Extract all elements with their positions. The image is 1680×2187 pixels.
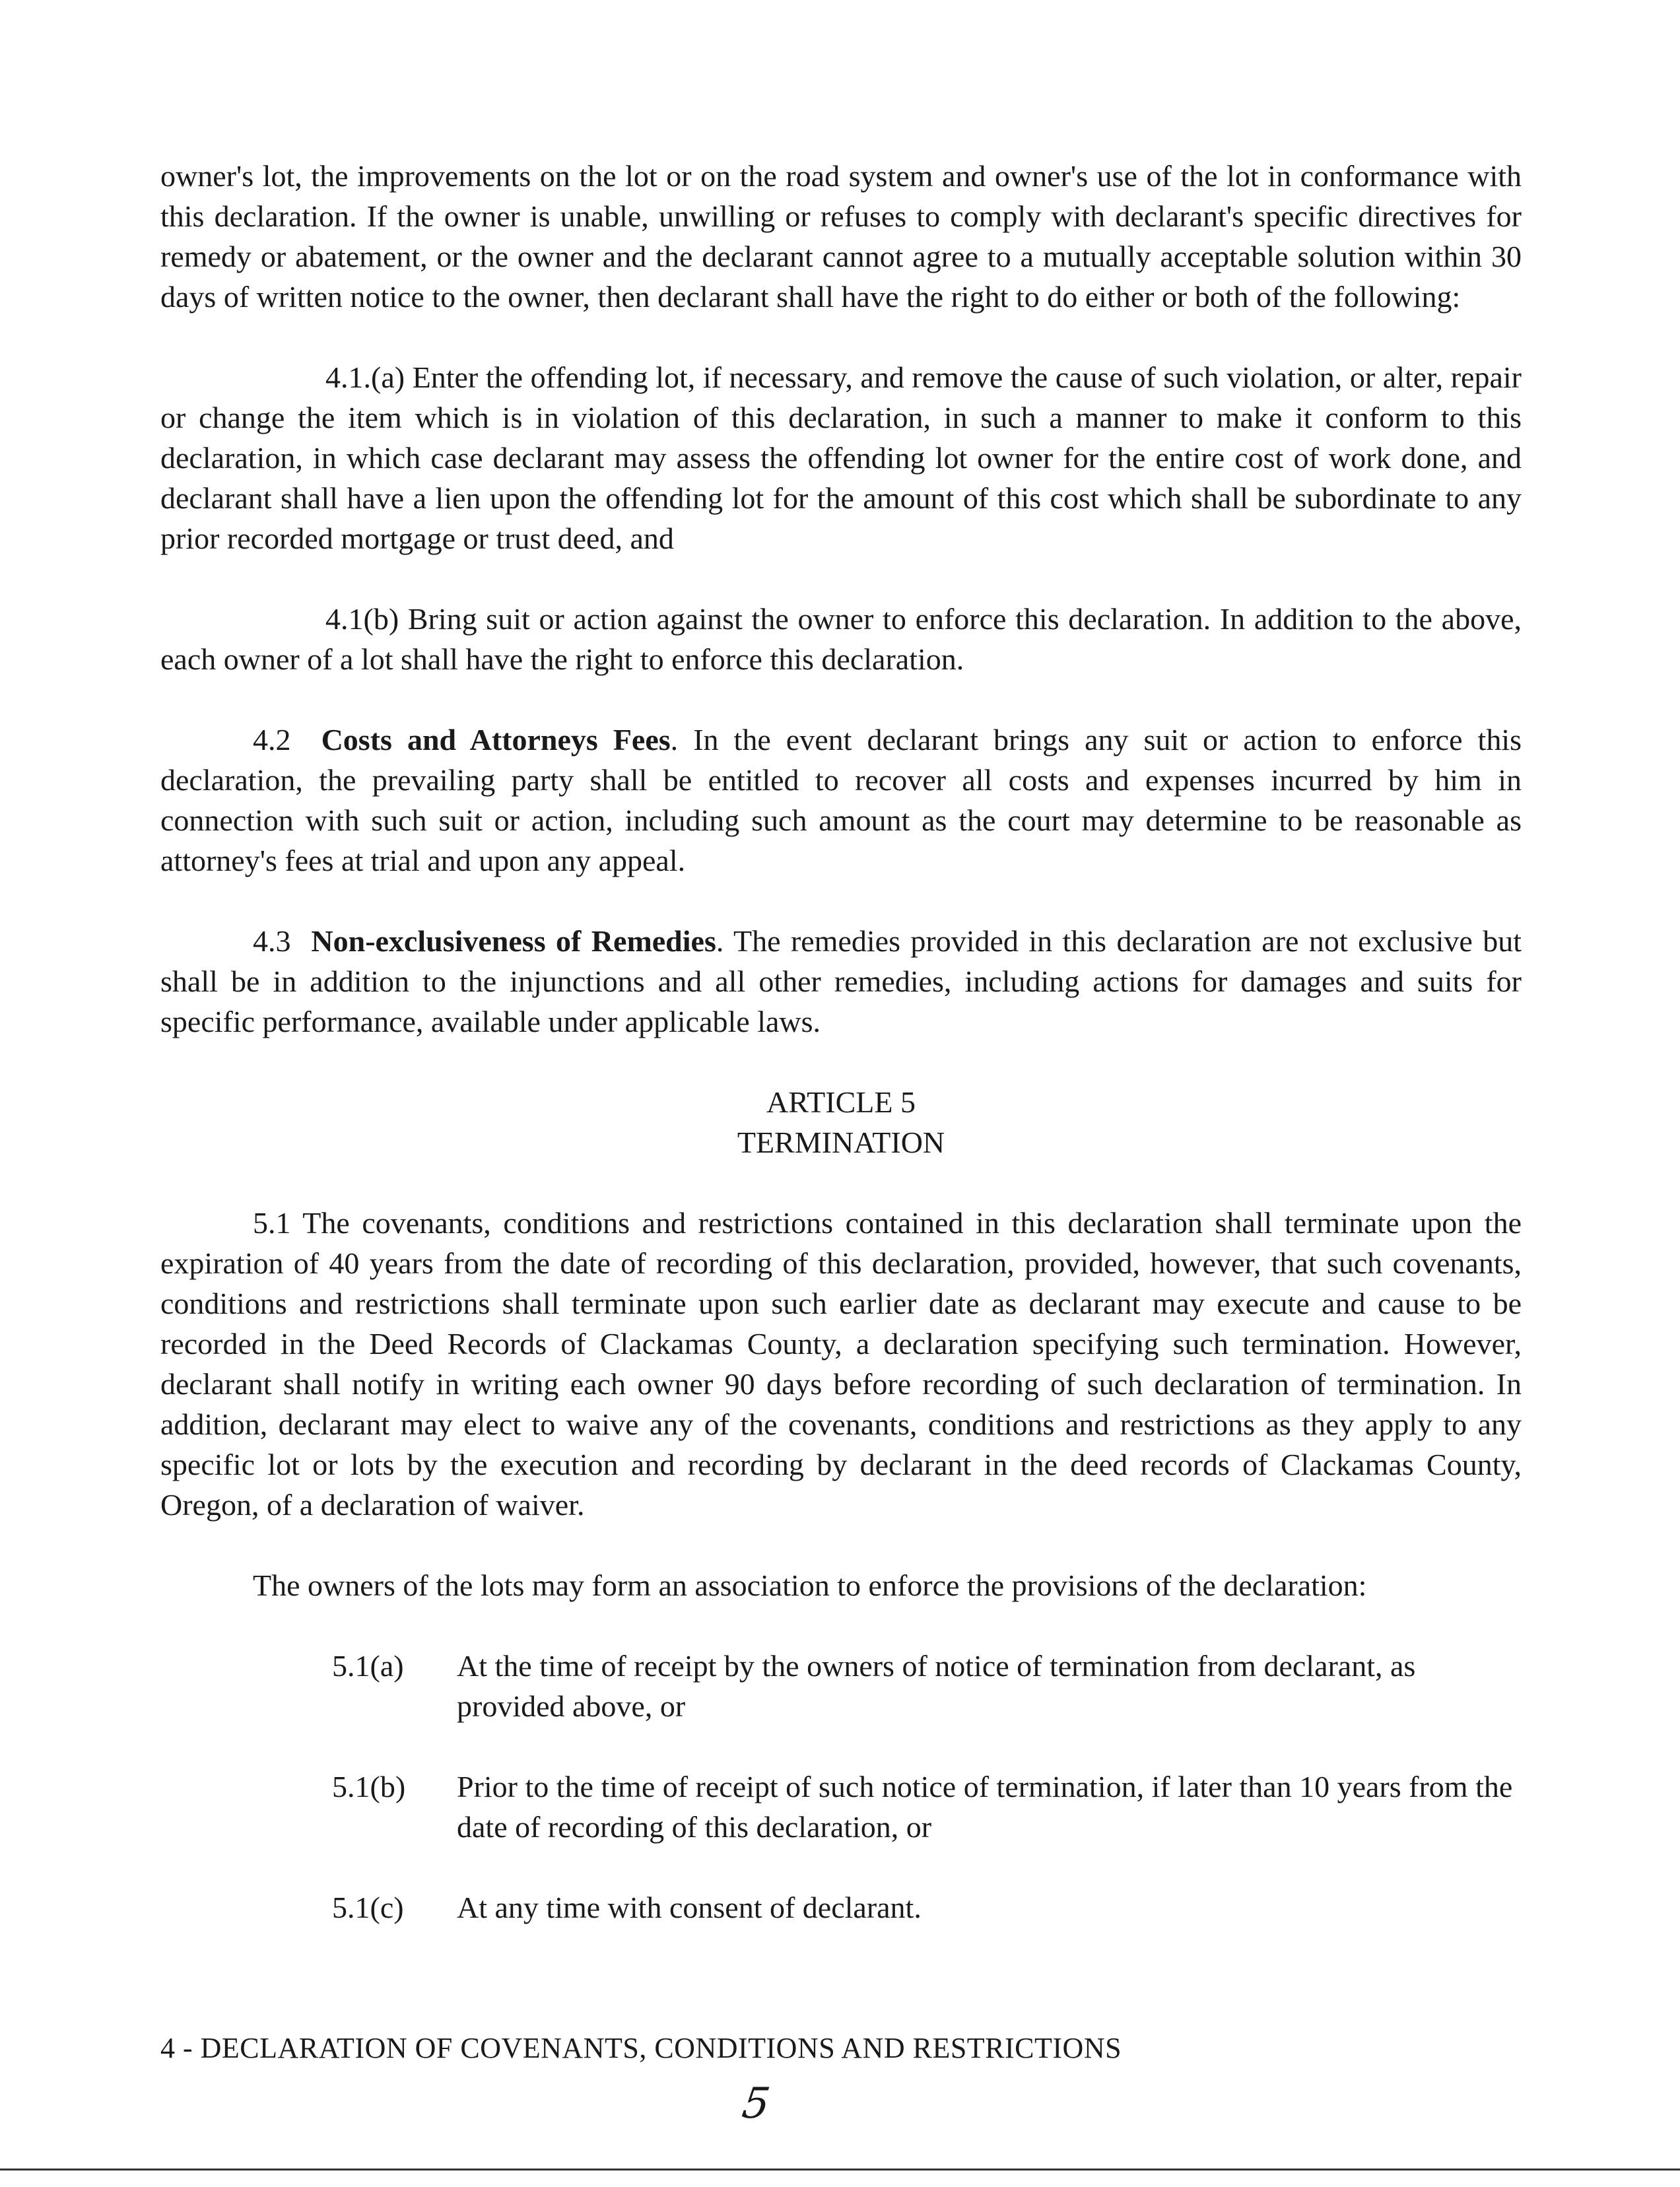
article-number: ARTICLE 5 [766, 1085, 916, 1119]
page-bottom-rule [0, 2169, 1680, 2170]
paragraph-4-3 [160, 921, 1522, 1042]
subitem-number: 5.1(c) [332, 1891, 404, 1924]
paragraph-4-1-a: 4.1.(a) Enter the offending lot, if necessary, and remove the cause of such violation, or alter, repair or change the item which is in violation of this declaration, in such a manner to make it conform to this declaration, in which case declarant may assess the offending lot owner for the entire cost of work done, and declarant shall have a lien upon the offending lot for the amount of this cost which shall be subordinate to any prior recorded mortgage or trust deed, and [160, 360, 1522, 555]
document-body [160, 156, 1522, 1968]
section-text: . In the event declarant brings any suit or action to enforce this declaration, the prevailing party shall be entitled to recover all costs and expenses incurred by him in connection with such suit or action, including such amount as the court may determine to be reasonable as attorney's fees at trial and upon any appeal. [160, 723, 1522, 877]
section-title: Non-exclusiveness of Remedies [311, 924, 716, 958]
subitem-5-1-c [332, 1887, 1522, 1928]
paragraph-4-1-b: 4.1(b) Bring suit or action against the owner to enforce this declaration. In addition to the above, each owner of a lot shall have the right to enforce this declaration. [160, 602, 1522, 676]
subitem-text: At the time of receipt by the owners of notice of termination from declarant, as provided above, or [457, 1649, 1416, 1723]
paragraph-5-1: 5.1 The covenants, conditions and restrictions contained in this declaration shall terminate upon the expiration of 40 years from the date of recording of this declaration, provided, however, that such covenants, conditions and restrictions shall terminate upon such earlier date as declarant may execute and cause to be recorded in the Deed Records of Clackamas County, a declaration specifying such termination. However, declarant shall notify in writing each owner 90 days before recording of such declaration of termination. In addition, declarant may elect to waive any of the covenants, conditions and restrictions as they apply to any specific lot or lots by the execution and recording by declarant in the deed records of Clackamas County, Oregon, of a declaration of waiver. [160, 1206, 1522, 1522]
paragraph-4-2 [160, 720, 1522, 881]
subitem-5-1-b [332, 1766, 1522, 1847]
section-title: Costs and Attorneys Fees [321, 723, 671, 757]
subitem-number: 5.1(b) [332, 1770, 406, 1803]
article-heading [160, 1082, 1522, 1162]
section-number: 4.3 [253, 924, 291, 958]
page-footer: 4 - DECLARATION OF COVENANTS, CONDITIONS AND RESTRICTIONS [160, 2032, 1122, 2064]
subitem-text: Prior to the time of receipt of such notice of termination, if later than 10 years from the date of recording of this declaration, or [457, 1770, 1513, 1844]
article-title: TERMINATION [737, 1126, 945, 1159]
section-number: 4.2 [253, 723, 291, 757]
subitem-number: 5.1(a) [332, 1649, 404, 1683]
subitem-text: At any time with consent of declarant. [457, 1891, 922, 1924]
section-text: . The remedies provided in this declaration are not exclusive but shall be in addition to the injunctions and all other remedies, including actions for damages and suits for specific performance, available under applicable laws. [160, 924, 1522, 1038]
subitem-5-1-a [332, 1646, 1522, 1726]
paragraph-association: The owners of the lots may form an association to enforce the provisions of the declaration: [253, 1568, 1367, 1602]
handwritten-page-number: 5 [739, 2079, 773, 2128]
paragraph-continuation: owner's lot, the improvements on the lot or on the road system and owner's use of the lot in conformance with this declaration. If the owner is unable, unwilling or refuses to comply with declarant's specific directives for remedy or abatement, or the owner and the declarant cannot agree to a mutually acceptable solution within 30 days of written notice to the owner, then declarant shall have the right to do either or both of the following: [160, 159, 1522, 314]
